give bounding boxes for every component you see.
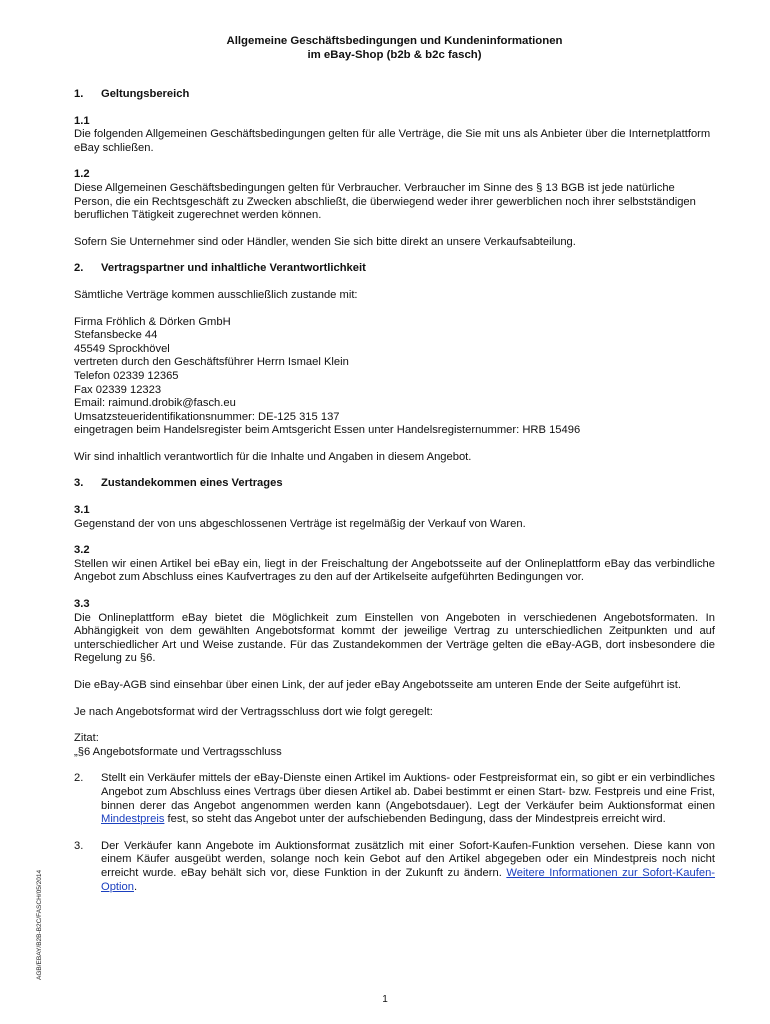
document-code-vertical: AGB/EBAY/B2B-B2C/FASCH/05/2014	[36, 869, 43, 980]
title-line-2: im eBay-Shop (b2b & b2c fasch)	[307, 49, 482, 61]
list-item	[74, 772, 715, 826]
list-item-text	[101, 772, 715, 826]
section-1-heading	[74, 88, 715, 102]
clause-3-3-text: Die Onlineplattform eBay bietet die Möglichkeit zum Einstellen von Angeboten in verschiedenen Angebotsformaten. In Abhängigkeit von dem gewählten Angebotsformat kommt der jeweilige Vertrag zu unterschiedlichen Zeitpunkten und auf unterschiedlicher Art und Weise zustande. Für das Zustandekommen der Verträge gelten die eBay-AGB, dort insbesondere die Regelung zu §6.	[74, 611, 715, 665]
list-item-text-part: Stellt ein Verkäufer mittels der eBay-Dienste einen Artikel im Auktions- oder Festpreisformat ein, so gibt er ein verbindliches Angebot zum Abschluss eines Vertrags über diesen Artikel ab. Dabei bestimmt er einen Start- bzw. Festpreis und eine Frist, binnen derer das Angebot angenommen werden kann (Angebotsdauer). Legt der Verkäufer beim Auktionsformat einen	[101, 772, 715, 812]
contract-format-note: Je nach Angebotsformat wird der Vertragsschluss dort wie folgt geregelt:	[74, 705, 433, 718]
company-email: Email: raimund.drobik@fasch.eu	[74, 397, 236, 410]
list-item-number: 2.	[74, 772, 84, 785]
list-item-text-part: fest, so steht das Angebot unter der aufschiebenden Bedingung, dass der Mindestpreis erreicht wird.	[164, 813, 666, 826]
section-2-heading	[74, 262, 715, 276]
clause-3-2-label: 3.2	[74, 544, 90, 557]
quote-label: Zitat:	[74, 732, 99, 745]
document-title	[74, 34, 715, 62]
entrepreneur-note: Sofern Sie Unternehmer sind oder Händler, wenden Sie sich bitte direkt an unsere Verkaufsabteilung.	[74, 235, 576, 248]
clause-1-1-label: 1.1	[74, 114, 90, 127]
quote-title: „§6 Angebotsformate und Vertragsschluss	[74, 745, 282, 758]
sofort-kaufen-info-link[interactable]: Weitere Informationen zur Sofort-Kaufen-Option	[101, 866, 716, 893]
clause-3-2-text: Stellen wir einen Artikel bei eBay ein, liegt in der Freischaltung der Angebotsseite auf der Onlineplattform eBay das verbindliche Angebot zum Abschluss eines Kaufvertrages zu den auf der Artikelseite aufgeführten Bedingungen vor.	[74, 557, 715, 584]
list-item-text-part: .	[133, 880, 138, 893]
section-number: 1.	[74, 88, 84, 100]
section-title: Geltungsbereich	[101, 88, 190, 100]
content-responsibility: Wir sind inhaltlich verantwortlich für die Inhalte und Angaben in diesem Angebot.	[74, 450, 472, 463]
company-register: eingetragen beim Handelsregister beim Amtsgericht Essen unter Handelsregisternummer: HRB 15496	[74, 424, 581, 437]
page-number: 1	[382, 994, 388, 1005]
quoted-rules-list	[74, 772, 715, 894]
section-3-heading	[74, 477, 715, 491]
company-name: Firma Fröhlich & Dörken GmbH	[74, 315, 231, 328]
company-fax: Fax 02339 12323	[74, 383, 162, 396]
clause-3-3-label: 3.3	[74, 598, 90, 611]
title-line-1: Allgemeine Geschäftsbedingungen und Kundeninformationen	[226, 35, 563, 47]
company-address-block	[74, 316, 715, 438]
contract-partner-intro: Sämtliche Verträge kommen ausschließlich zustande mit:	[74, 288, 358, 301]
section-number: 3.	[74, 477, 84, 490]
list-item-text	[101, 840, 715, 894]
company-vat-id: Umsatzsteueridentifikationsnummer: DE-125 315 137	[74, 410, 340, 423]
company-city: 45549 Sprockhövel	[74, 342, 170, 355]
clause-3-1-text: Gegenstand der von uns abgeschlossenen Verträge ist regelmäßig der Verkauf von Waren.	[74, 517, 526, 530]
mindestpreis-link[interactable]: Mindestpreis	[101, 813, 165, 826]
company-representative: vertreten durch den Geschäftsführer Herrn Ismael Klein	[74, 356, 349, 369]
list-item-text-part: Der Verkäufer kann Angebote im Auktionsformat zusätzlich mit einer Sofort-Kaufen-Funktion versehen. Diese kann von einem Käufer ausgeübt werden, solange noch kein Gebot auf den Artikel abgegeben oder ein Mindestpreis noch nicht erreicht wurde. eBay behält sich vor, diese Funktion in der Zukunft zu ändern.	[101, 839, 715, 879]
clause-1-1-text: Die folgenden Allgemeinen Geschäftsbedingungen gelten für alle Verträge, die Sie mit uns als Anbieter über die Internetplattform eBay schließen.	[74, 128, 711, 154]
clause-3-1-label: 3.1	[74, 504, 90, 517]
clause-1-2-text: Diese Allgemeinen Geschäftsbedingungen gelten für Verbraucher. Verbraucher im Sinne des § 13 BGB ist jede natürliche Person, die ein Rechtsgeschäft zu Zwecken abschließt, die überwiegend weder ihrer gewerblichen noch ihrer selbstständigen beruflichen Tätigkeit zugerechnet werden können.	[74, 181, 696, 222]
company-phone: Telefon 02339 12365	[74, 369, 179, 382]
document-page	[74, 34, 715, 907]
section-number: 2.	[74, 262, 84, 275]
clause-1-2-label: 1.2	[74, 168, 90, 181]
section-title: Zustandekommen eines Vertrages	[101, 477, 283, 490]
section-title: Vertragspartner und inhaltliche Verantwortlichkeit	[101, 262, 366, 275]
company-street: Stefansbecke 44	[74, 329, 158, 342]
list-item-number: 3.	[74, 839, 84, 852]
ebay-agb-note: Die eBay-AGB sind einsehbar über einen Link, der auf jeder eBay Angebotsseite am unteren Ende der Seite aufgeführt ist.	[74, 679, 681, 691]
list-item	[74, 840, 715, 894]
quote-header	[74, 732, 715, 759]
